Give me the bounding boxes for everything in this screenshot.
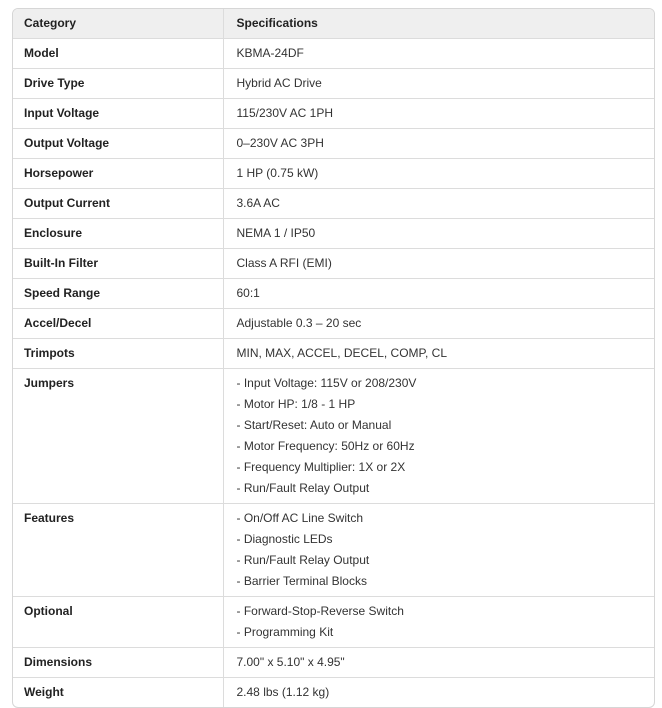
row-specification xyxy=(223,189,654,219)
spec-line: - Run/Fault Relay Output xyxy=(236,553,370,567)
row-category: Accel/Decel xyxy=(13,309,223,339)
row-specification xyxy=(223,678,654,708)
spec-line: - Motor HP: 1/8 - 1 HP xyxy=(236,397,356,411)
row-category: Jumpers xyxy=(13,369,223,504)
row-category: Trimpots xyxy=(13,339,223,369)
spec-line: NEMA 1 / IP50 xyxy=(236,226,316,240)
spec-line: MIN, MAX, ACCEL, DECEL, COMP, CL xyxy=(236,346,447,360)
row-specification xyxy=(223,339,654,369)
spec-line: - Input Voltage: 115V or 208/230V xyxy=(236,376,417,390)
spec-line: KBMA-24DF xyxy=(236,46,304,60)
row-specification xyxy=(223,69,654,99)
spec-line: Class A RFI (EMI) xyxy=(236,256,332,270)
spec-line: - Diagnostic LEDs xyxy=(236,532,333,546)
table-row xyxy=(13,159,654,189)
row-category: Features xyxy=(13,504,223,597)
spec-line: - Barrier Terminal Blocks xyxy=(236,574,367,588)
row-specification xyxy=(223,159,654,189)
spec-line: 0–230V AC 3PH xyxy=(236,136,324,150)
spec-line: Hybrid AC Drive xyxy=(236,76,322,90)
row-specification xyxy=(223,219,654,249)
row-specification xyxy=(223,249,654,279)
spec-line: - Run/Fault Relay Output xyxy=(236,481,370,495)
row-specification xyxy=(223,597,654,648)
row-category: Enclosure xyxy=(13,219,223,249)
spec-line: - Frequency Multiplier: 1X or 2X xyxy=(236,460,406,474)
table-row xyxy=(13,339,654,369)
table-row xyxy=(13,678,654,708)
spec-table xyxy=(13,9,654,707)
spec-line: - Programming Kit xyxy=(236,625,334,639)
row-category: Dimensions xyxy=(13,648,223,678)
row-category: Weight xyxy=(13,678,223,708)
row-category: Optional xyxy=(13,597,223,648)
table-row xyxy=(13,648,654,678)
spec-line: 1 HP (0.75 kW) xyxy=(236,166,319,180)
spec-line: 3.6A AC xyxy=(236,196,280,210)
table-row xyxy=(13,279,654,309)
table-row xyxy=(13,129,654,159)
spec-line: 115/230V AC 1PH xyxy=(236,106,334,120)
row-specification xyxy=(223,309,654,339)
table-row xyxy=(13,369,654,504)
row-specification xyxy=(223,99,654,129)
spec-line: 2.48 lbs (1.12 kg) xyxy=(236,685,330,699)
row-specification xyxy=(223,504,654,597)
row-category: Drive Type xyxy=(13,69,223,99)
table-row xyxy=(13,99,654,129)
row-category: Horsepower xyxy=(13,159,223,189)
row-category: Speed Range xyxy=(13,279,223,309)
header-specifications: Specifications xyxy=(223,9,654,39)
table-row xyxy=(13,219,654,249)
row-category: Output Voltage xyxy=(13,129,223,159)
table-row xyxy=(13,189,654,219)
spec-line: - Motor Frequency: 50Hz or 60Hz xyxy=(236,439,415,453)
header-category: Category xyxy=(13,9,223,39)
table-header-row xyxy=(13,9,654,39)
spec-line: 7.00" x 5.10" x 4.95" xyxy=(236,655,345,669)
table-row xyxy=(13,249,654,279)
table-row xyxy=(13,597,654,648)
row-specification xyxy=(223,279,654,309)
table-row xyxy=(13,69,654,99)
row-specification xyxy=(223,129,654,159)
table-row xyxy=(13,309,654,339)
row-specification xyxy=(223,648,654,678)
spec-line: - On/Off AC Line Switch xyxy=(236,511,363,525)
table-row xyxy=(13,504,654,597)
row-category: Input Voltage xyxy=(13,99,223,129)
spec-line: - Forward-Stop-Reverse Switch xyxy=(236,604,404,618)
row-specification xyxy=(223,39,654,69)
row-category: Output Current xyxy=(13,189,223,219)
spec-line: Adjustable 0.3 – 20 sec xyxy=(236,316,362,330)
row-specification xyxy=(223,369,654,504)
row-category: Built-In Filter xyxy=(13,249,223,279)
spec-line: - Start/Reset: Auto or Manual xyxy=(236,418,392,432)
table-row xyxy=(13,39,654,69)
table-body xyxy=(13,39,654,708)
spec-line: 60:1 xyxy=(236,286,260,300)
row-category: Model xyxy=(13,39,223,69)
spec-table-container xyxy=(12,8,655,708)
